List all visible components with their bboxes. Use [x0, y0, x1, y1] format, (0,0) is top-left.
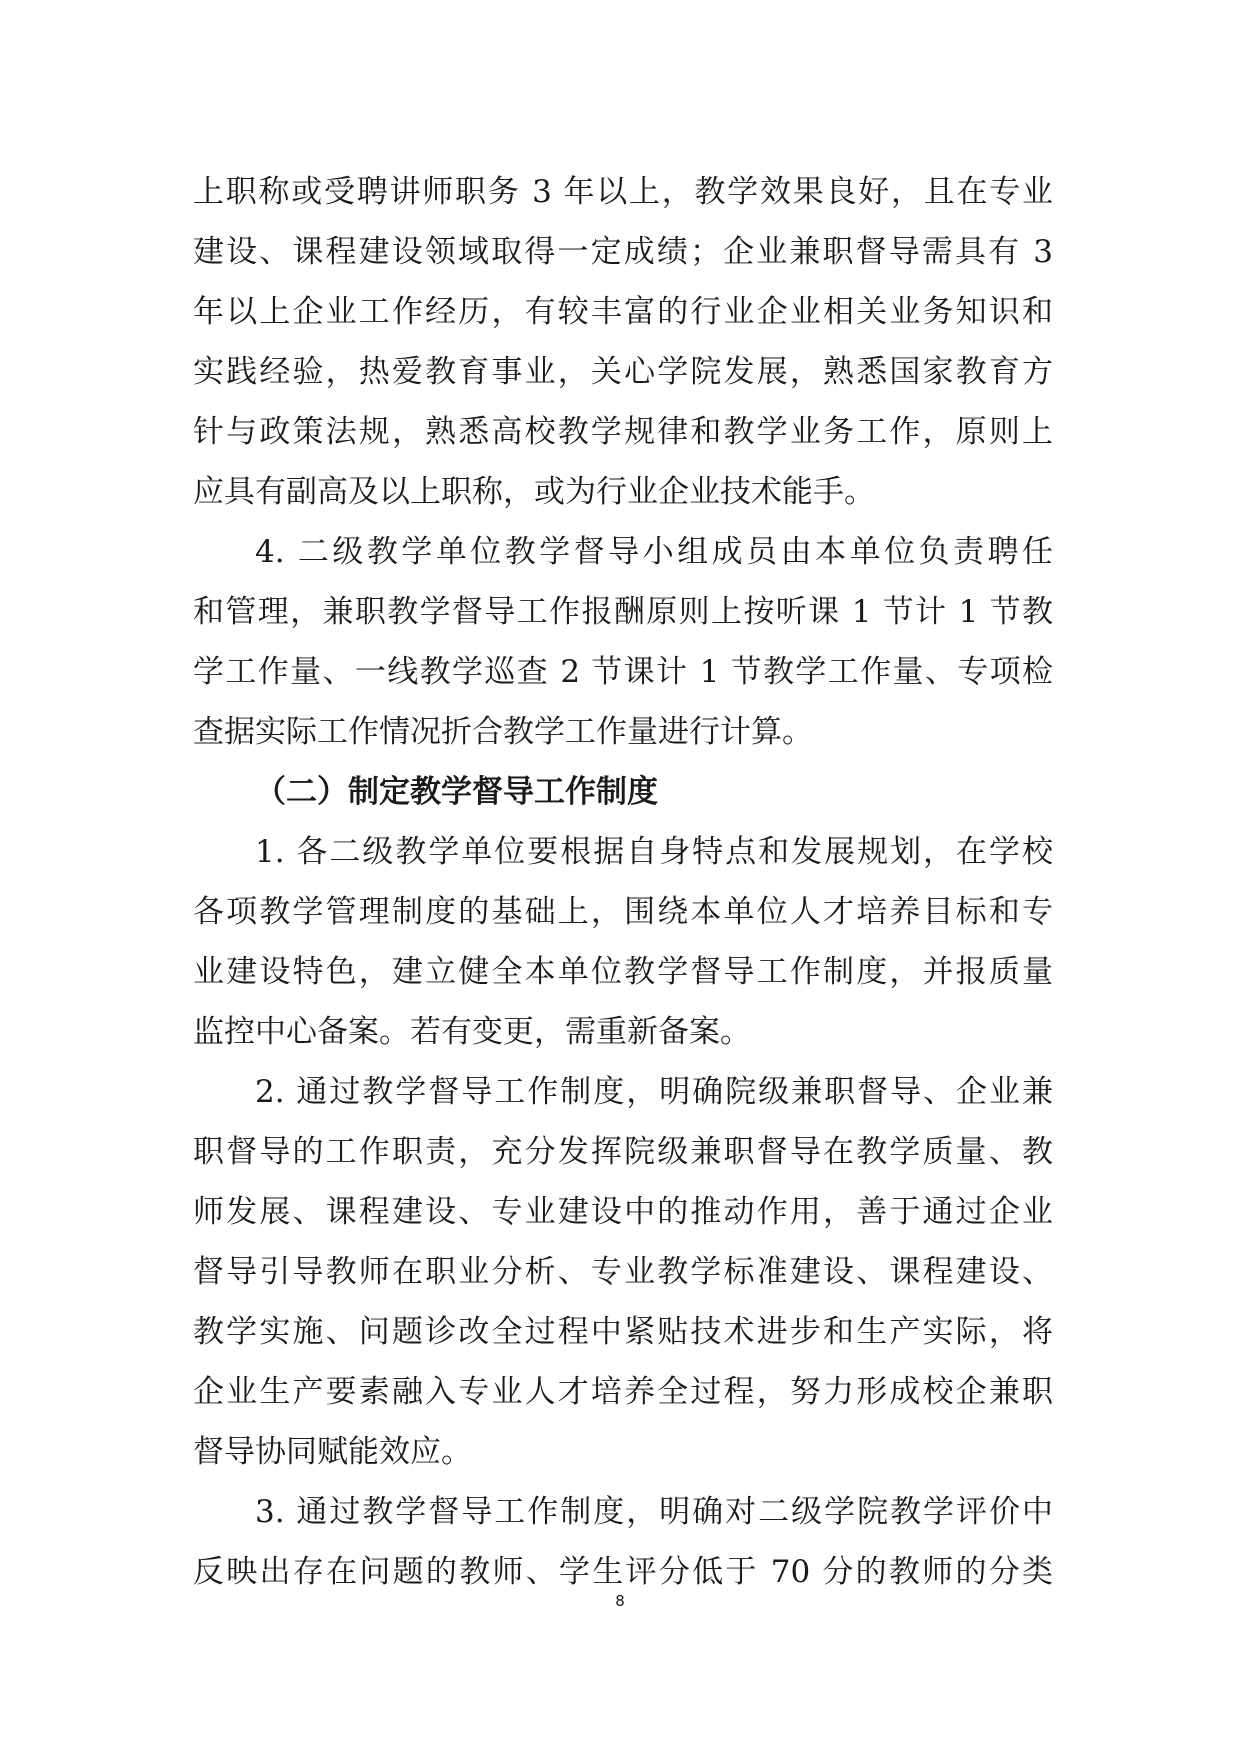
text-line: 业建设特色，建立健全本单位教学督导工作制度，并报质量	[193, 954, 1053, 990]
section-heading: （二）制定教学督导工作制度	[255, 774, 658, 810]
text-line: 年以上企业工作经历，有较丰富的行业企业相关业务知识和	[193, 294, 1053, 330]
text-line: 上职称或受聘讲师职务 3 年以上，教学效果良好，且在专业	[193, 174, 1053, 210]
text-line: 3. 通过教学督导工作制度，明确对二级学院教学评价中	[255, 1494, 1053, 1530]
text-line: 针与政策法规，熟悉高校教学规律和教学业务工作，原则上	[193, 414, 1053, 450]
text-line: 督导协同赋能效应。	[193, 1434, 472, 1470]
text-line: 教学实施、问题诊改全过程中紧贴技术进步和生产实际，将	[193, 1314, 1053, 1350]
paragraph-qualifications-continued	[193, 162, 1053, 522]
text-line: 学工作量、一线教学巡查 2 节课计 1 节教学工作量、专项检	[193, 654, 1053, 690]
text-line: 监控中心备案。若有变更，需重新备案。	[193, 1014, 751, 1050]
paragraph-item-2	[193, 1062, 1053, 1482]
paragraph-item-1	[193, 822, 1053, 1062]
text-line: 各项教学管理制度的基础上，围绕本单位人才培养目标和专	[193, 894, 1053, 930]
paragraph-item-3	[193, 1482, 1053, 1602]
text-line: 企业生产要素融入专业人才培养全过程，努力形成校企兼职	[193, 1374, 1053, 1410]
text-line: 反映出存在问题的教师、学生评分低于 70 分的教师的分类	[193, 1554, 1053, 1590]
paragraph-item-4	[193, 522, 1053, 762]
text-line: 和管理，兼职教学督导工作报酬原则上按听课 1 节计 1 节教	[193, 594, 1053, 630]
text-line: 1. 各二级教学单位要根据自身特点和发展规划，在学校	[255, 834, 1053, 870]
text-line: 2. 通过教学督导工作制度，明确院级兼职督导、企业兼	[255, 1074, 1053, 1110]
text-line: 督导引导教师在职业分析、专业教学标准建设、课程建设、	[193, 1254, 1053, 1290]
text-line: 职督导的工作职责，充分发挥院级兼职督导在教学质量、教	[193, 1134, 1053, 1170]
document-body	[193, 162, 1053, 1602]
text-line: 应具有副高及以上职称，或为行业企业技术能手。	[193, 474, 875, 510]
text-line: 建设、课程建设领域取得一定成绩；企业兼职督导需具有 3	[193, 234, 1053, 270]
text-line: 师发展、课程建设、专业建设中的推动作用，善于通过企业	[193, 1194, 1053, 1230]
text-line: 实践经验，热爱教育事业，关心学院发展，熟悉国家教育方	[193, 354, 1053, 390]
text-line: 4. 二级教学单位教学督导小组成员由本单位负责聘任	[255, 534, 1053, 570]
page-number: 8	[615, 1592, 625, 1610]
text-line: 查据实际工作情况折合教学工作量进行计算。	[193, 714, 813, 750]
